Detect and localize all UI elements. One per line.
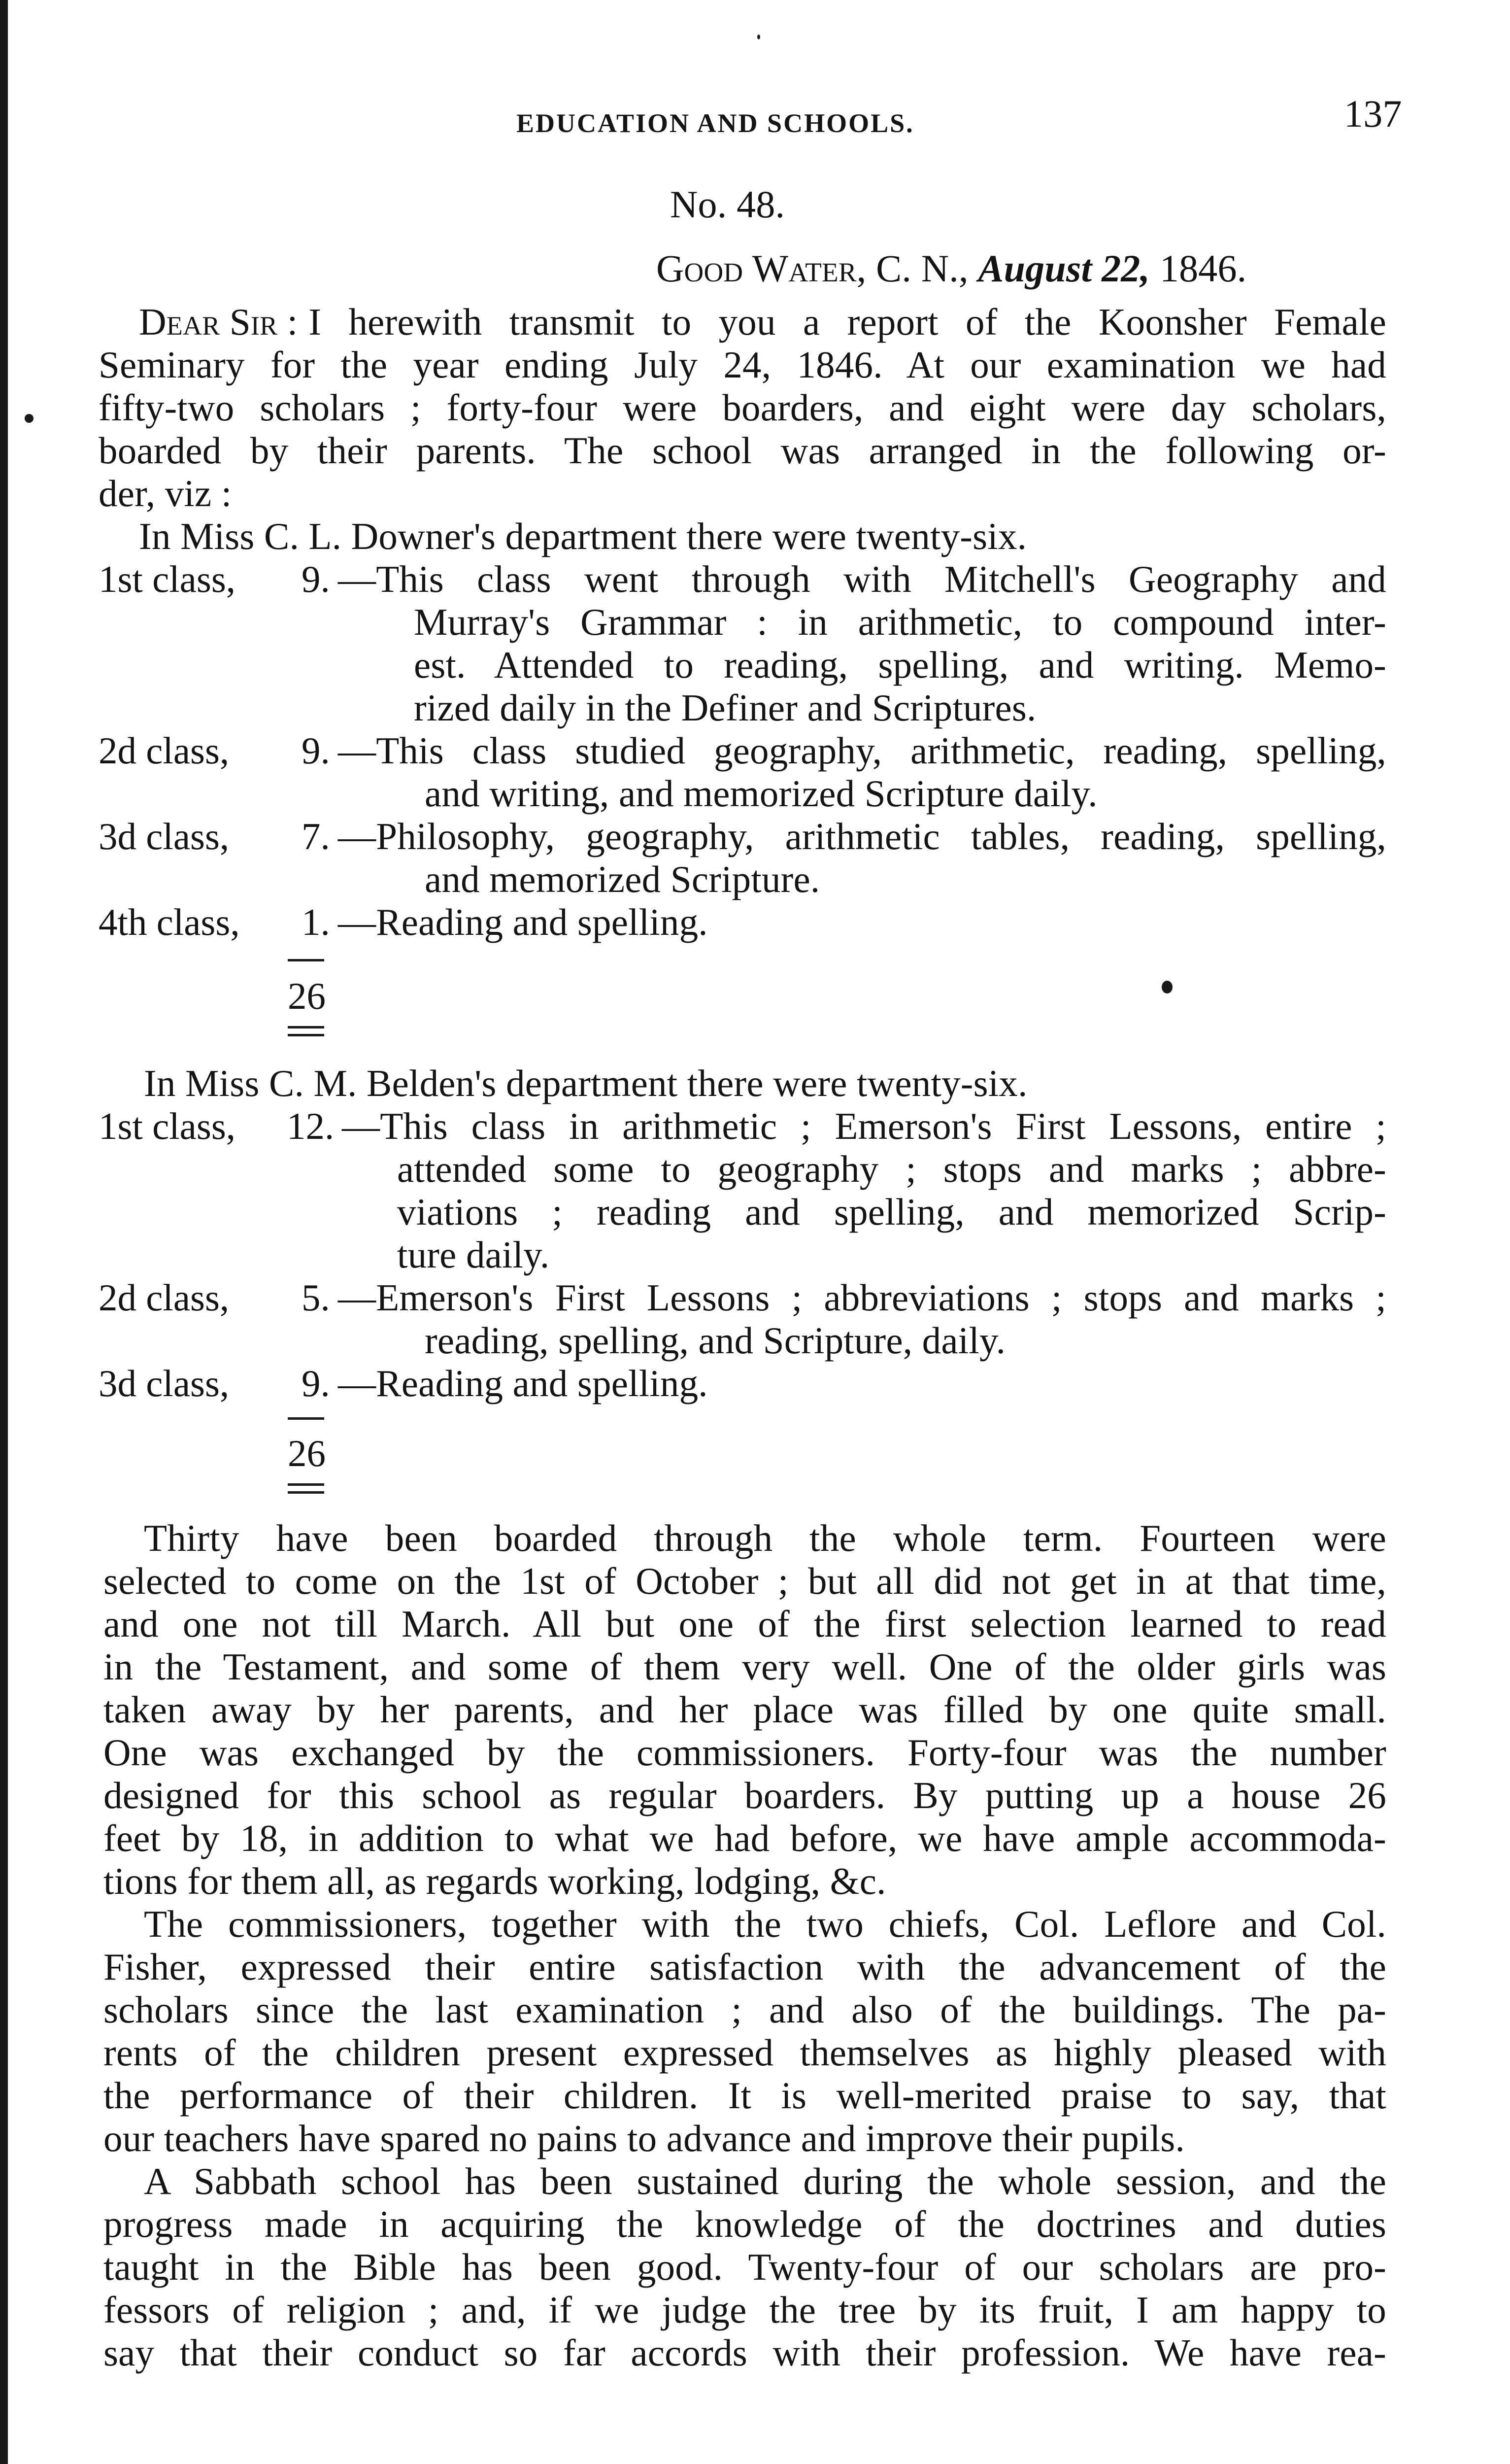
- dept2-class2-label: 2d class,: [99, 1276, 230, 1319]
- scan-speck: [25, 414, 34, 423]
- dept1-class2-count: 9.: [302, 729, 330, 772]
- dept1-total-rule-bottom: [288, 1034, 324, 1036]
- para1-line8: feet by 18, in addition to what we had before, we have ample accommoda-: [103, 1817, 1386, 1859]
- dept1-class2-label: 2d class,: [99, 729, 230, 772]
- para1-line4: in the Testament, and some of them very well. One of the older girls was: [103, 1645, 1386, 1688]
- dateline-year: 1846.: [1159, 247, 1247, 290]
- dept1-total-rule-top: [288, 1026, 324, 1028]
- intro-line-2: Seminary for the year ending July 24, 1846. At our examination we had: [99, 343, 1386, 386]
- para3-line5: say that their conduct so far accords with their profession. We have rea-: [103, 2331, 1386, 2374]
- para2-line6: our teachers have spared no pains to advance and improve their pupils.: [103, 2117, 1185, 2159]
- dept2-class3-count: 9.: [302, 1362, 330, 1404]
- dept1-class3-line2: and memorized Scripture.: [425, 858, 820, 900]
- dept2-class2-line1: —Emerson's First Lessons ; abbreviations ; stops and marks ;: [338, 1276, 1386, 1319]
- dept1-class1-line4: rized daily in the Definer and Scriptures.: [414, 686, 1037, 729]
- intro-line-3: fifty-two scholars ; forty-four were boarders, and eight were day scholars,: [99, 386, 1386, 429]
- dept2-heading: In Miss C. M. Belden's department there were twenty-six.: [144, 1062, 1028, 1104]
- dept2-total-rule-bottom: [288, 1491, 324, 1494]
- para1-line1: Thirty have been boarded through the whole term. Fourteen were: [144, 1517, 1386, 1559]
- dept1-class4-count: 1.: [302, 901, 330, 943]
- letter-number: No. 48.: [670, 183, 785, 226]
- para2-line1: The commissioners, together with the two chiefs, Col. Leflore and Col.: [144, 1903, 1386, 1945]
- para2-line4: rents of the children present expressed themselves as highly pleased with: [103, 2031, 1386, 2074]
- dept1-class1-count: 9.: [302, 558, 330, 600]
- dept1-sum-rule: [288, 959, 324, 961]
- running-title: EDUCATION AND SCHOOLS.: [516, 108, 914, 138]
- dept1-class2-line1: —This class studied geography, arithmetic, reading, spelling,: [338, 729, 1386, 772]
- dept2-class1-line3: viations ; reading and spelling, and memorized Scrip-: [397, 1191, 1386, 1233]
- page-edge-shadow: [0, 0, 8, 2464]
- para3-line3: taught in the Bible has been good. Twenty-four of our scholars are pro-: [103, 2246, 1386, 2288]
- dateline: [656, 247, 1246, 290]
- dept2-total: 26: [288, 1432, 326, 1474]
- dept1-class1-line1: —This class went through with Mitchell's Geography and: [338, 558, 1386, 600]
- dept2-class2-count: 5.: [302, 1276, 330, 1319]
- scan-speck: [1162, 981, 1173, 993]
- para1-line7: designed for this school as regular boarders. By putting up a house 26: [103, 1774, 1386, 1816]
- dept2-class2-line2: reading, spelling, and Scripture, daily.: [425, 1319, 1006, 1362]
- para3-line2: progress made in acquiring the knowledge of the doctrines and duties: [103, 2203, 1386, 2245]
- dateline-month-day: August 22,: [978, 247, 1150, 290]
- page-number: 137: [1344, 92, 1402, 135]
- dept2-class3-line1: —Reading and spelling.: [338, 1362, 708, 1404]
- para2-line2: Fisher, expressed their entire satisfaction with the advancement of the: [103, 1946, 1386, 1988]
- dept2-total-rule-top: [288, 1483, 324, 1486]
- dept2-class1-count: 12.: [287, 1105, 335, 1147]
- dept2-class1-line1: —This class in arithmetic ; Emerson's First Lessons, entire ;: [342, 1105, 1386, 1147]
- para1-line2: selected to come on the 1st of October ; but all did not get in at that time,: [103, 1560, 1386, 1602]
- dept1-total: 26: [288, 975, 326, 1017]
- para1-line9: tions for them all, as regards working, lodging, &c.: [103, 1860, 886, 1902]
- dept1-class3-count: 7.: [302, 815, 330, 857]
- intro-line-5: der, viz :: [99, 472, 232, 514]
- dept2-class1-line2: attended some to geography ; stops and marks ; abbre-: [397, 1148, 1386, 1190]
- dept1-class3-label: 3d class,: [99, 815, 230, 857]
- para1-line5: taken away by her parents, and her place was filled by one quite small.: [103, 1688, 1386, 1731]
- dept1-class1-line3: est. Attended to reading, spelling, and writing. Memo-: [414, 644, 1386, 686]
- para3-line4: fessors of religion ; and, if we judge the tree by its fruit, I am happy to: [103, 2289, 1386, 2331]
- intro-line-4: boarded by their parents. The school was arranged in the following or-: [99, 429, 1386, 472]
- dept1-heading: In Miss C. L. Downer's department there were twenty-six.: [139, 515, 1027, 557]
- dept2-class1-line4: ture daily.: [397, 1233, 550, 1276]
- para2-line3: scholars since the last examination ; and also of the buildings. The pa-: [103, 1988, 1386, 2031]
- para1-line6: One was exchanged by the commissioners. Forty-four was the number: [103, 1731, 1386, 1774]
- scan-speck: [757, 34, 760, 39]
- dept2-class3-label: 3d class,: [99, 1362, 230, 1404]
- dept1-class3-line1: —Philosophy, geography, arithmetic tables, reading, spelling,: [338, 815, 1386, 857]
- dept1-class1-line2: Murray's Grammar : in arithmetic, to compound inter-: [414, 601, 1386, 643]
- para2-line5: the performance of their children. It is well-merited praise to say, that: [103, 2074, 1386, 2117]
- para3-line1: A Sabbath school has been sustained during the whole session, and the: [144, 2160, 1386, 2202]
- dept1-class1-label: 1st class,: [99, 558, 236, 600]
- dept1-class4-line1: —Reading and spelling.: [338, 901, 708, 943]
- dept1-class4-label: 4th class,: [99, 901, 240, 943]
- dateline-place: Good Water, C. N.,: [656, 247, 969, 290]
- dept2-sum-rule: [288, 1417, 324, 1420]
- intro-text-1: I herewith transmit to you a report of the Koonsher Female: [308, 301, 1386, 343]
- para1-line3: and one not till March. All but one of the first selection learned to read: [103, 1603, 1386, 1645]
- dept1-class2-line2: and writing, and memorized Scripture daily.: [425, 772, 1098, 815]
- dept2-class1-label: 1st class,: [99, 1105, 236, 1147]
- salutation: Dear Sir :: [139, 301, 298, 343]
- intro-line-1: [139, 301, 1386, 343]
